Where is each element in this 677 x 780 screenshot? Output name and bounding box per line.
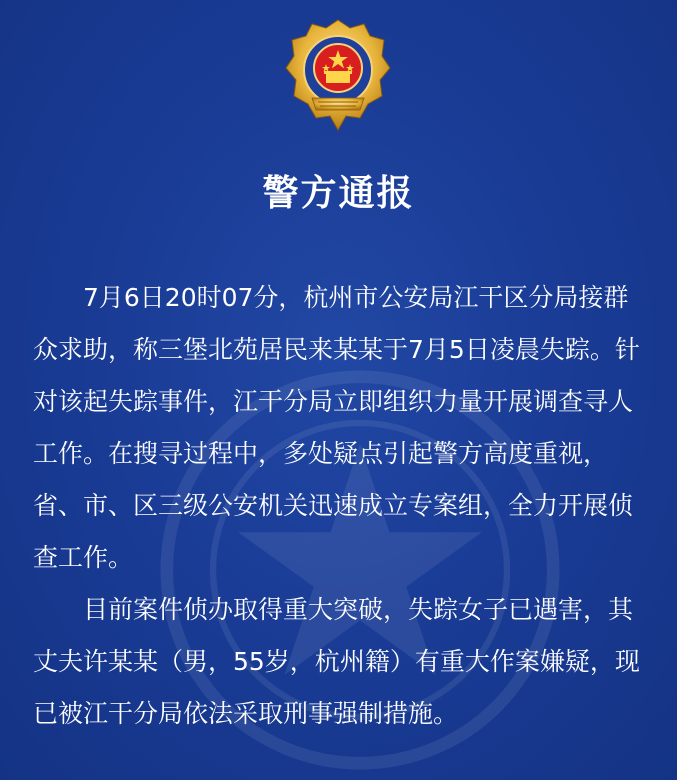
notice-title: 警方通报 — [262, 172, 415, 214]
notice-paragraph: 7月6日20时07分，杭州市公安局江干区分局接群众求助，称三堡北苑居民来某某于7月5日凌晨失踪。针对该起失踪事件，江干分局立即组织力量开展调查寻人工作。在搜寻过程中，多处疑点引起警方高度重视，省、市、区三级公安机关迅速成立专案组，全力开展侦查工作。 — [33, 283, 640, 572]
notice-body — [33, 272, 645, 740]
notice-paragraph: 目前案件侦办取得重大突破，失踪女子已遇害，其丈夫许某某（男，55岁，杭州籍）有重大作案嫌疑，现已被江干分局依法采取刑事强制措施。 — [33, 595, 640, 728]
police-emblem-icon — [284, 18, 392, 134]
